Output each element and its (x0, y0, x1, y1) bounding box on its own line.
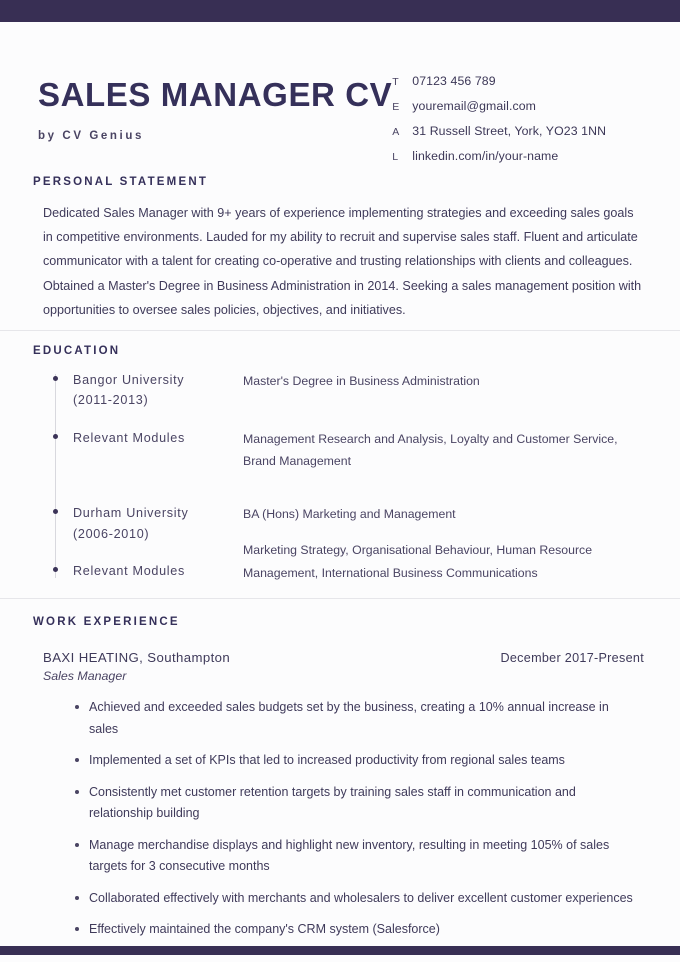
section-heading-work-experience: WORK EXPERIENCE (33, 616, 180, 629)
contact-value-address: 31 Russell Street, York, YO23 1NN (412, 124, 607, 138)
education-entry (55, 503, 646, 544)
education-entry (55, 428, 646, 473)
list-item: Collaborated effectively with merchants and wholesalers to deliver excellent customer experiences (33, 888, 638, 910)
timeline-dot-icon (53, 434, 58, 439)
contact-row-email (392, 99, 650, 113)
byline: by CV Genius (38, 129, 144, 142)
personal-statement-body: Dedicated Sales Manager with 9+ years of experience implementing strategies and exceeding sales goals in competitive environments. Lauded for my ability to recruit and supervise sales staff. Fluent and articulate communicator with a talent for creating co-operative and trusting relationships with clients and colleagues. Obtained a Master's Degree in Business Administration in 2014. Seeking a sales management position with opportunities to oversee sales policies, objectives, and initiatives. (43, 206, 642, 317)
job-company: BAXI HEATING, Southampton (43, 650, 231, 666)
header-identity (38, 52, 392, 142)
address-icon: A (392, 126, 400, 138)
education-timeline (33, 370, 646, 585)
email-icon: E (392, 101, 400, 113)
education-detail: Management Research and Analysis, Loyalty and Customer Service, Brand Management (243, 431, 618, 469)
education-detail: Marketing Strategy, Organisational Behaviour, Human Resource Management, International Business Communications (243, 542, 593, 580)
timeline-dot-icon (53, 567, 58, 572)
job-header (33, 650, 646, 665)
education-institution: Relevant Modules (73, 430, 186, 445)
cv-header (0, 22, 680, 162)
job-role: Sales Manager (43, 669, 127, 684)
education-entry (55, 542, 646, 584)
education-institution: Durham University (2006-2010) (73, 506, 189, 541)
education-entry (55, 370, 646, 411)
job-entry (33, 650, 646, 941)
contact-value-phone[interactable]: 07123 456 789 (412, 74, 496, 88)
section-education (0, 331, 680, 599)
education-detail: Master's Degree in Business Administration (243, 373, 480, 388)
linkedin-icon: L (392, 151, 399, 163)
section-heading-personal-statement: PERSONAL STATEMENT (33, 176, 209, 188)
section-personal-statement (0, 162, 680, 330)
section-heading-education: EDUCATION (33, 344, 121, 357)
job-dates: December 2017-Present (500, 651, 644, 666)
job-responsibility-list (33, 697, 646, 941)
list-item: Manage merchandise displays and highlight new inventory, resulting in meeting 105% of sales targets for 3 consecutive months (33, 835, 638, 878)
contact-value-linkedin[interactable]: linkedin.com/in/your-name (412, 149, 559, 163)
education-detail: BA (Hons) Marketing and Management (243, 507, 456, 522)
contact-row-phone (392, 74, 650, 88)
list-item: Consistently met customer retention targets by training sales staff in communication and relationship building (33, 782, 638, 825)
contact-row-address (392, 124, 650, 138)
bottom-accent-bar (0, 946, 680, 955)
list-item: Achieved and exceeded sales budgets set by the business, creating a 10% annual increase in sales (33, 697, 638, 740)
list-item: Implemented a set of KPIs that led to increased productivity from regional sales teams (33, 750, 638, 772)
contact-row-linkedin (392, 149, 650, 163)
timeline-dot-icon (53, 509, 58, 514)
section-work-experience (0, 599, 680, 949)
education-institution: Bangor University (2011-2013) (73, 372, 185, 408)
top-accent-bar (0, 0, 680, 22)
contact-list (392, 52, 650, 174)
contact-value-email[interactable]: youremail@gmail.com (412, 99, 537, 113)
list-item: Effectively maintained the company's CRM system (Salesforce) (33, 919, 638, 941)
page-title: SALES MANAGER CV (38, 76, 393, 113)
timeline-dot-icon (53, 376, 58, 381)
phone-icon: T (392, 76, 400, 88)
education-institution: Relevant Modules (73, 563, 186, 578)
